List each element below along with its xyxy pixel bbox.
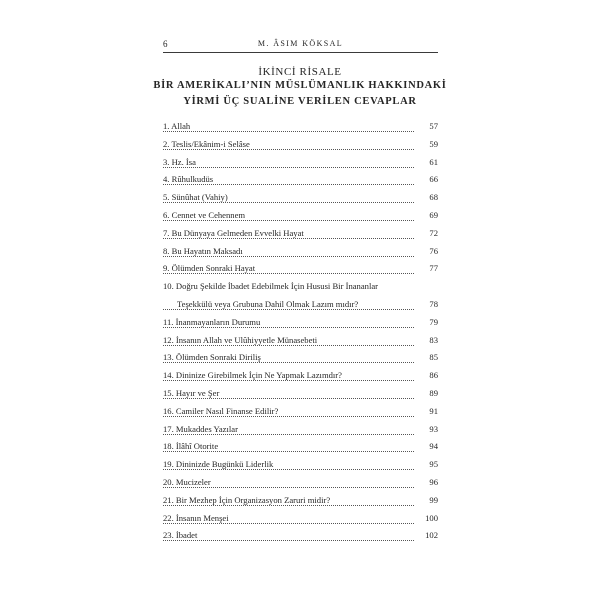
toc-entry-page: 72 <box>429 227 438 238</box>
toc-entry-title: 7. Bu Dünyaya Gelmeden Evvelki Hayat <box>163 227 304 238</box>
toc-entry <box>163 474 438 492</box>
dot-leader <box>163 157 414 168</box>
toc-entry-page: 100 <box>425 512 438 523</box>
toc-entry-title: 16. Camiler Nasıl Finanse Edilir? <box>163 405 279 416</box>
chapter-title-line-1: BİR AMERİKALI’NIN MÜSLÜMANLIK HAKKINDAKİ <box>153 80 447 91</box>
toc-entry-page: 95 <box>429 459 438 470</box>
toc-entry <box>163 332 438 350</box>
toc-entry-title: 11. İnanmayanların Durumu <box>163 316 261 327</box>
toc-entry <box>163 527 438 545</box>
toc-entry-title: 15. Hayır ve Şer <box>163 387 220 398</box>
toc-entry-page: 99 <box>429 494 438 505</box>
toc-entry <box>163 243 438 261</box>
toc-entry-page: 94 <box>429 441 438 452</box>
toc-entry-title: 2. Teslis/Ekânim-i Selâse <box>163 138 250 149</box>
toc-entry-title: 8. Bu Hayatın Maksadı <box>163 245 243 256</box>
toc-entry-page: 85 <box>429 352 438 363</box>
header-rule <box>163 52 438 53</box>
toc-entry-title: 14. Dininize Girebilmek İçin Ne Yapmak Lazımdır? <box>163 370 342 381</box>
toc-entry-page: 78 <box>429 298 438 309</box>
toc-entry <box>163 260 438 278</box>
toc-entry-title: 22. İnsanın Menşei <box>163 512 229 523</box>
toc-entry <box>163 207 438 225</box>
toc-entry-page: 61 <box>429 156 438 167</box>
toc-entry <box>163 367 438 385</box>
toc-entry <box>163 421 438 439</box>
toc-entry <box>163 456 438 474</box>
toc-entry-title: 18. İlâhî Otorite <box>163 441 219 452</box>
toc-entry <box>163 225 438 243</box>
toc-entry-title: 17. Mukaddes Yazılar <box>163 423 238 434</box>
toc-entry-title: 23. İbadet <box>163 530 198 541</box>
toc-entry <box>163 403 438 421</box>
toc-entry-title: 10. Doğru Şekilde İbadet Edebilmek İçin Hususi Bir İnananlar <box>163 281 379 292</box>
toc-entry-page: 69 <box>429 209 438 220</box>
toc-entry <box>163 438 438 456</box>
toc-entry-title: 20. Mucizeler <box>163 476 211 487</box>
toc-entry-title: 12. İnsanın Allah ve Ulûhiyyetle Münasebeti <box>163 334 318 345</box>
toc-entry-title: 6. Cennet ve Cehennem <box>163 209 246 220</box>
toc-entry <box>163 510 438 528</box>
toc-entry-page: 86 <box>429 370 438 381</box>
toc-entry-title: 21. Bir Mezhep İçin Organizasyon Zaruri midir? <box>163 494 331 505</box>
dot-leader <box>163 530 414 541</box>
running-head-author: M. ÂSIM KÖKSAL <box>257 39 344 48</box>
page-number: 6 <box>163 39 168 49</box>
toc-entry <box>163 278 438 296</box>
toc-entry-title: 1. Allah <box>163 121 191 131</box>
section-label: İKİNCİ RİSALE <box>258 66 342 78</box>
toc-entry <box>163 154 438 172</box>
toc-entry-page: 83 <box>429 334 438 345</box>
toc-entry-title: 4. Rûhulkudüs <box>163 174 214 185</box>
toc-entry <box>163 118 438 136</box>
toc-entry <box>163 492 438 510</box>
toc-entry-title: 9. Ölümden Sonraki Hayat <box>163 263 256 274</box>
toc-entry-page: 66 <box>429 174 438 185</box>
toc-entry <box>163 136 438 154</box>
toc-entry-page: 102 <box>425 530 438 541</box>
toc-entry-page: 91 <box>429 405 438 416</box>
toc-entry <box>163 385 438 403</box>
toc-entry <box>163 349 438 367</box>
toc-entry-title: 19. Dininizde Bugünkü Liderlik <box>163 459 274 470</box>
toc-entry <box>163 189 438 207</box>
dot-leader <box>163 121 414 132</box>
toc-entry-page: 93 <box>429 423 438 434</box>
toc-entry-title: Teşekkülü veya Grubuna Dahil Olmak Lazım mıdır? <box>177 298 359 309</box>
toc-entry-page: 89 <box>429 387 438 398</box>
toc-entry-title: 3. Hz. İsa <box>163 156 196 167</box>
toc-entry-title: 5. Sünûhat (Vahiy) <box>163 192 228 203</box>
toc-entry-page: 57 <box>429 121 438 131</box>
toc-entry-page: 59 <box>429 138 438 149</box>
chapter-title-line-2: YİRMİ ÜÇ SUALİNE VERİLEN CEVAPLAR <box>183 96 417 107</box>
toc-entry <box>163 314 438 332</box>
toc-entry-page: 76 <box>429 245 438 256</box>
toc-entry-page: 79 <box>429 316 438 327</box>
toc-entry-page: 96 <box>429 476 438 487</box>
toc-entry <box>163 171 438 189</box>
table-of-contents <box>163 118 438 545</box>
toc-entry <box>163 296 438 314</box>
toc-entry-title: 13. Ölümden Sonraki Diriliş <box>163 352 261 363</box>
running-head <box>163 39 438 51</box>
toc-entry-page: 77 <box>429 263 438 274</box>
toc-entry-page: 68 <box>429 192 438 203</box>
